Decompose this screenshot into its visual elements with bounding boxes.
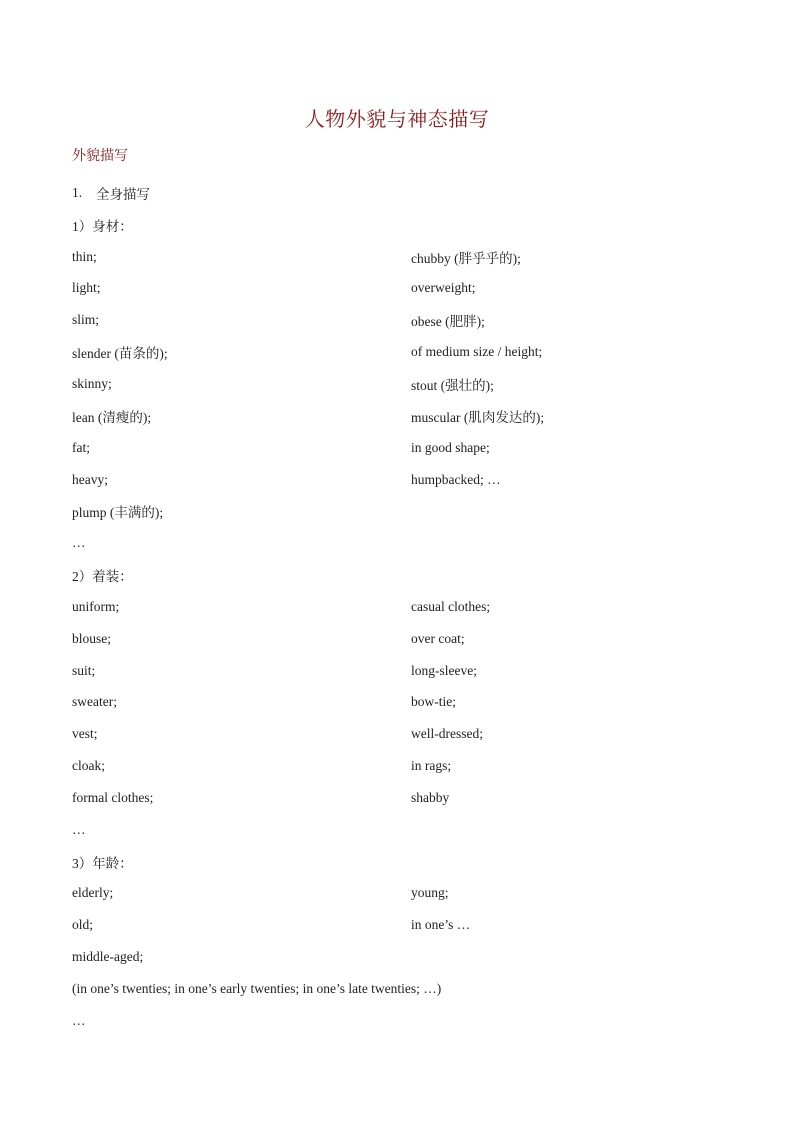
ellipsis-line [72, 527, 752, 559]
ellipsis-line [72, 1005, 752, 1037]
word-left: heavy; [72, 471, 108, 487]
word-row [72, 655, 752, 687]
word-left: light; [72, 280, 101, 296]
word-left: blouse; [72, 630, 111, 646]
ellipsis-text: … [72, 821, 86, 837]
section-heading: 外貌描写 [72, 149, 128, 164]
word-left: middle-aged; [72, 949, 144, 965]
word-right: overweight; [411, 280, 476, 296]
ellipsis-text: … [72, 535, 86, 551]
word-right: in one’s … [411, 917, 471, 933]
word-left: formal clothes; [72, 789, 154, 805]
item-label: 全身描写 [96, 186, 150, 202]
word-right: in rags; [411, 758, 452, 774]
word-left: skinny; [72, 375, 112, 391]
word-row [72, 400, 752, 432]
word-list-body-build [72, 241, 752, 528]
word-left: old; [72, 917, 94, 933]
word-right: chubby (胖乎乎的); [411, 250, 521, 266]
subheading-text: 1）身材： [72, 218, 133, 234]
word-right: long-sleeve; [411, 662, 477, 678]
word-left: sweater; [72, 694, 117, 710]
item-number: 1. [72, 184, 83, 200]
word-row [72, 782, 752, 814]
word-left: slim; [72, 312, 100, 328]
word-right: obese (肥胖); [411, 314, 485, 330]
document-body [72, 177, 752, 1037]
word-left: vest; [72, 726, 98, 742]
word-row [72, 878, 752, 910]
word-right: over coat; [411, 630, 465, 646]
word-right: muscular (肌肉发达的); [411, 409, 545, 425]
word-left: thin; [72, 248, 97, 264]
word-left: elderly; [72, 885, 114, 901]
subheading-age [72, 846, 752, 878]
ellipsis-line [72, 814, 752, 846]
word-right: casual clothes; [411, 598, 491, 614]
word-row [72, 336, 752, 368]
word-row [72, 368, 752, 400]
word-row [72, 304, 752, 336]
word-row [72, 623, 752, 655]
word-left: cloak; [72, 758, 105, 774]
age-note: (in one’s twenties; in one’s early twenties; in one’s late twenties; …) [72, 981, 442, 997]
word-row [72, 909, 752, 941]
word-right: humpbacked; … [411, 471, 501, 487]
word-left: slender (苗条的); [72, 346, 168, 362]
word-right: in good shape; [411, 439, 490, 455]
word-right: of medium size / height; [411, 344, 543, 360]
word-row [72, 591, 752, 623]
page-title: 人物外貌与神态描写 [304, 109, 490, 131]
word-row [72, 687, 752, 719]
word-row [72, 941, 752, 973]
word-row [72, 432, 752, 464]
word-row [72, 241, 752, 273]
word-row [72, 750, 752, 782]
word-right: well-dressed; [411, 726, 483, 742]
subheading-text: 2）着装： [72, 569, 133, 585]
word-row [72, 273, 752, 305]
word-left: uniform; [72, 598, 120, 614]
subheading-body-build [72, 209, 752, 241]
word-right: young; [411, 885, 449, 901]
ellipsis-text: … [72, 1012, 86, 1028]
subheading-text: 3）年龄： [72, 855, 133, 871]
word-left: lean (清瘦的); [72, 409, 152, 425]
word-row [72, 495, 752, 527]
word-row [72, 718, 752, 750]
word-left: plump (丰满的); [72, 505, 164, 521]
word-list-clothing [72, 591, 752, 814]
word-left: suit; [72, 662, 96, 678]
word-right: stout (强壮的); [411, 377, 494, 393]
word-right: bow-tie; [411, 694, 456, 710]
word-list-age [72, 878, 752, 974]
age-note-line [72, 973, 752, 1005]
subheading-clothing [72, 559, 752, 591]
word-right: shabby [411, 789, 450, 805]
item-heading [72, 177, 752, 209]
word-left: fat; [72, 439, 90, 455]
word-row [72, 464, 752, 496]
